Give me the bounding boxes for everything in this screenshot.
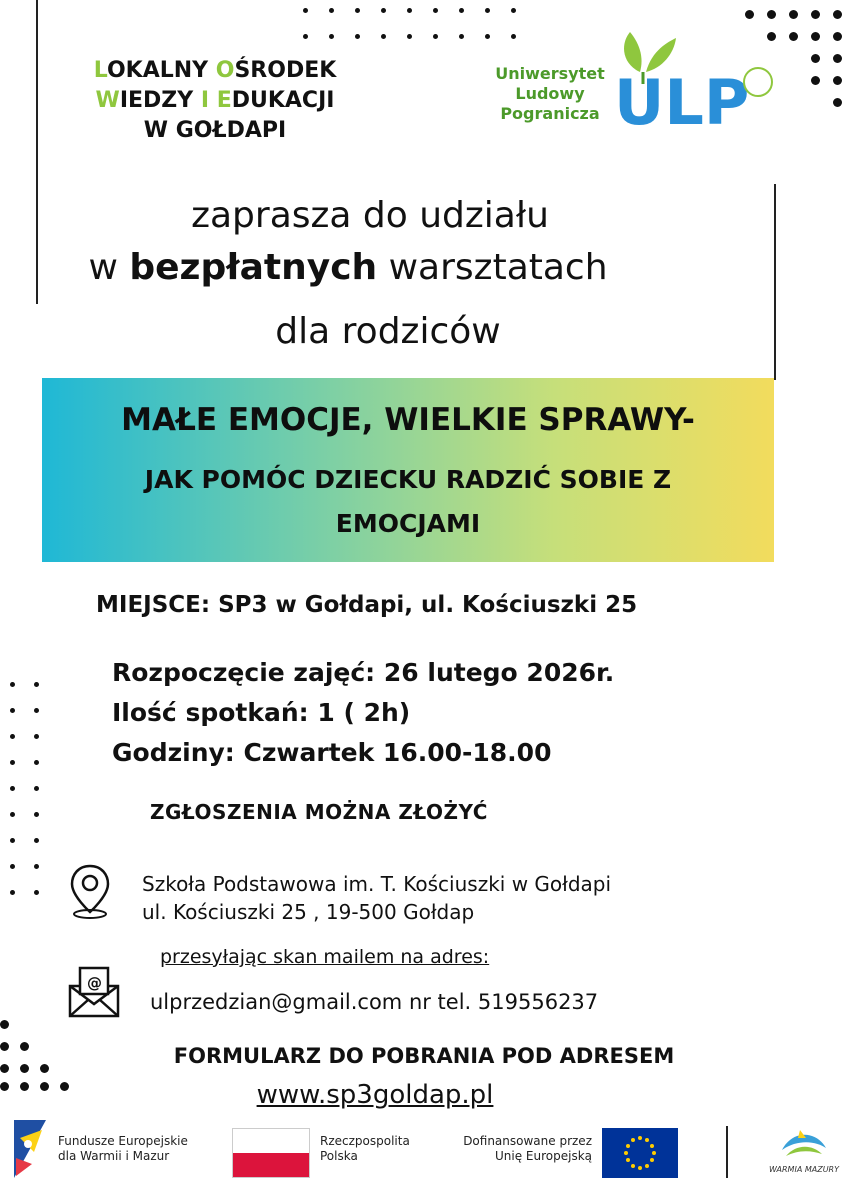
applications-heading: ZGŁOSZENIA MOŻNA ZŁOŻYĆ xyxy=(150,800,488,824)
workshop-title: MAŁE EMOCJE, WIELKIE SPRAWY- xyxy=(121,402,695,438)
footer-ue-line1: Dofinansowane przez xyxy=(463,1134,592,1148)
invite-line3: dla rodziców xyxy=(275,311,501,352)
download-url-link[interactable]: www.sp3goldap.pl xyxy=(256,1080,494,1110)
polish-flag-icon xyxy=(232,1128,310,1178)
decor-line-right xyxy=(774,184,776,380)
warmia-mazury-logo-icon xyxy=(769,1124,839,1182)
footer-ue-line2: Unię Europejską xyxy=(494,1149,592,1163)
footer-rp-text xyxy=(320,1134,410,1164)
place-info: MIEJSCE: SP3 w Gołdapi, ul. Kościuszki 25 xyxy=(96,592,638,618)
ulp-line1: Uniwersytet xyxy=(495,64,605,83)
ulp-logo-mark xyxy=(612,24,782,139)
mail-note: przesyłając skan mailem na adres: xyxy=(160,946,490,968)
organization-name xyxy=(70,56,360,146)
warmia-mazury-text: WARMIA MAZURY xyxy=(769,1165,839,1174)
org-line3: W GOŁDAPI xyxy=(143,118,287,143)
email-icon xyxy=(66,964,122,1020)
contact-email-phone: ulprzedzian@gmail.com nr tel. 519556237 xyxy=(150,990,599,1014)
svg-text:@: @ xyxy=(87,974,102,992)
ulp-logo-text xyxy=(480,64,620,124)
eu-funds-warmia-logo-icon xyxy=(12,1118,48,1180)
meetings-count: Ilość spotkań: 1 ( 2h) xyxy=(112,698,411,727)
location-pin-icon xyxy=(66,862,114,920)
footer-fe-line1: Fundusze Europejskie xyxy=(58,1134,188,1148)
ulp-letters: ULP xyxy=(614,66,750,139)
address-line2: ul. Kościuszki 25 , 19-500 Gołdap xyxy=(142,900,475,924)
eu-flag-icon xyxy=(602,1128,678,1178)
hours-info: Godziny: Czwartek 16.00-18.00 xyxy=(112,738,552,767)
footer-divider xyxy=(726,1126,728,1178)
footer-eu-funds-text xyxy=(58,1134,188,1164)
invite-line2-prefix: w xyxy=(88,247,130,288)
start-date: Rozpoczęcie zajęć: 26 lutego 2026r. xyxy=(112,658,615,687)
workshop-subtitle-line2: EMOCJAMI xyxy=(335,509,481,538)
footer-fe-line2: dla Warmii i Mazur xyxy=(58,1149,170,1163)
invite-line2 xyxy=(0,246,698,290)
footer-rp-line1: Rzeczpospolita xyxy=(320,1134,410,1148)
org-line2: WIEDZY I EDUKACJI xyxy=(95,88,335,113)
workshop-subtitle xyxy=(42,458,774,546)
download-heading: FORMULARZ DO POBRANIA POD ADRESEM xyxy=(173,1044,675,1068)
org-line1: LOKALNY OŚRODEK xyxy=(93,58,337,83)
footer-eu-text xyxy=(450,1134,592,1164)
footer-rp-line2: Polska xyxy=(320,1149,358,1163)
ulp-line2: Ludowy xyxy=(515,84,585,103)
invite-line1: zaprasza do udziału xyxy=(191,195,549,236)
ulp-line3: Pogranicza xyxy=(500,104,600,123)
invite-line2-suffix: warsztatach xyxy=(377,247,608,288)
school-address xyxy=(142,870,611,926)
workshop-subtitle-line1: JAK POMÓC DZIECKU RADZIĆ SOBIE Z xyxy=(144,465,672,494)
address-line1: Szkoła Podstawowa im. T. Kościuszki w Gołdapi xyxy=(142,872,612,896)
invite-line2-bold: bezpłatnych xyxy=(129,247,378,288)
